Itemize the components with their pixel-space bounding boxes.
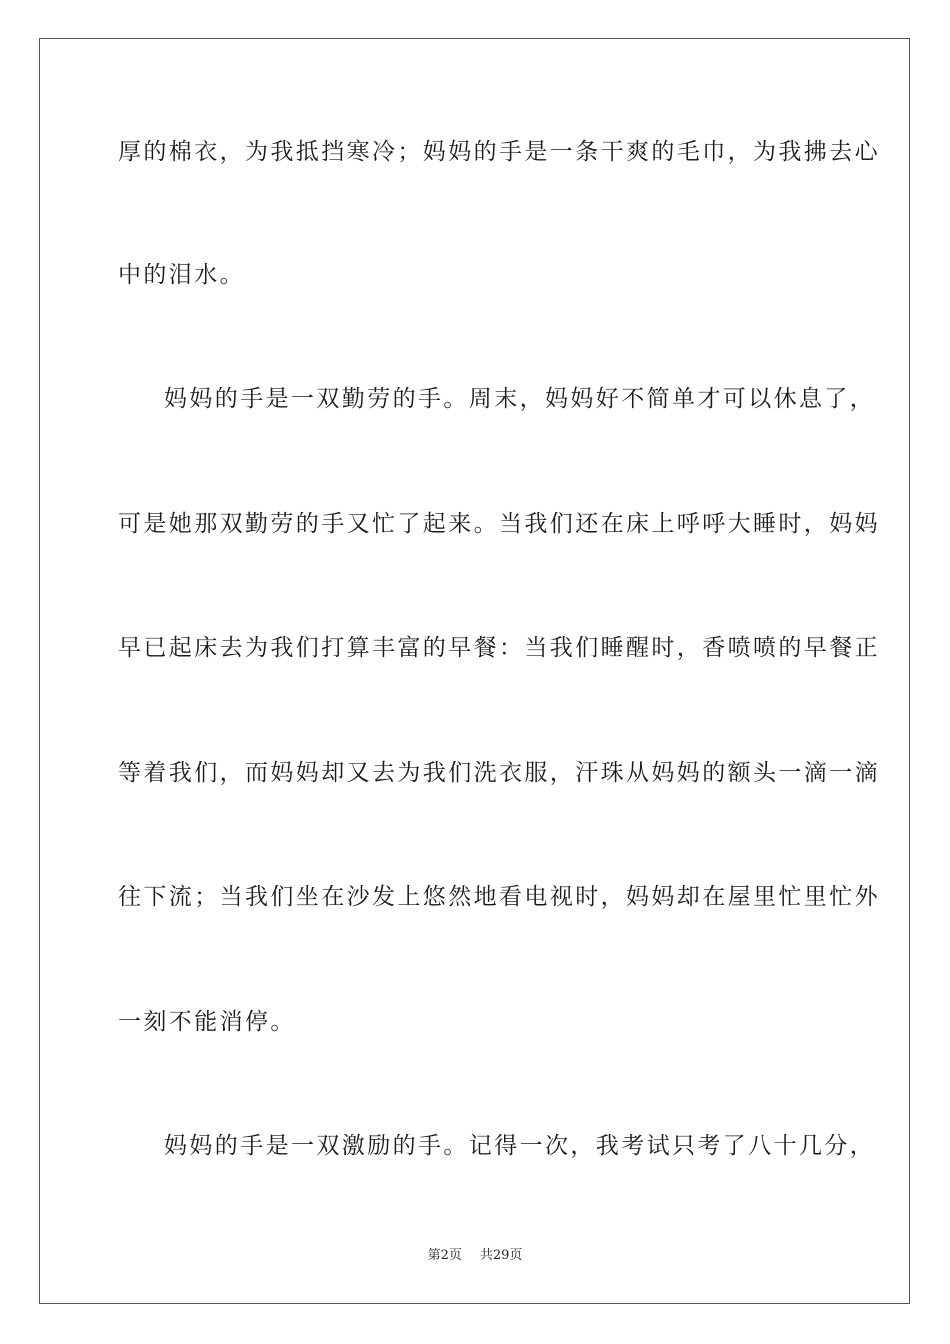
text-line: 可是她那双勤劳的手又忙了起来。当我们还在床上呼呼大睡时，妈妈 [118, 511, 880, 537]
page-footer [0, 1247, 950, 1265]
paragraph-start-line: 妈妈的手是一双激励的手。记得一次，我考试只考了八十几分， [164, 1133, 876, 1159]
text-line: 等着我们，而妈妈却又去为我们洗衣服，汗珠从妈妈的额头一滴一滴 [118, 760, 880, 786]
paragraph-start-line: 妈妈的手是一双勤劳的手。周末，妈妈好不简单才可以休息了， [164, 386, 876, 412]
page-number: 第2页 [427, 1248, 462, 1263]
page-frame [39, 38, 910, 1304]
page-total: 共29页 [479, 1248, 523, 1263]
text-line: 往下流；当我们坐在沙发上悠然地看电视时，妈妈却在屋里忙里忙外 [118, 884, 880, 910]
text-line: 早已起床去为我们打算丰富的早餐：当我们睡醒时，香喷喷的早餐正 [118, 635, 880, 661]
text-line: 中的泪水。 [118, 262, 245, 288]
text-line: 厚的棉衣，为我抵挡寒冷；妈妈的手是一条干爽的毛巾，为我拂去心 [118, 139, 880, 165]
text-line: 一刻不能消停。 [118, 1009, 296, 1035]
